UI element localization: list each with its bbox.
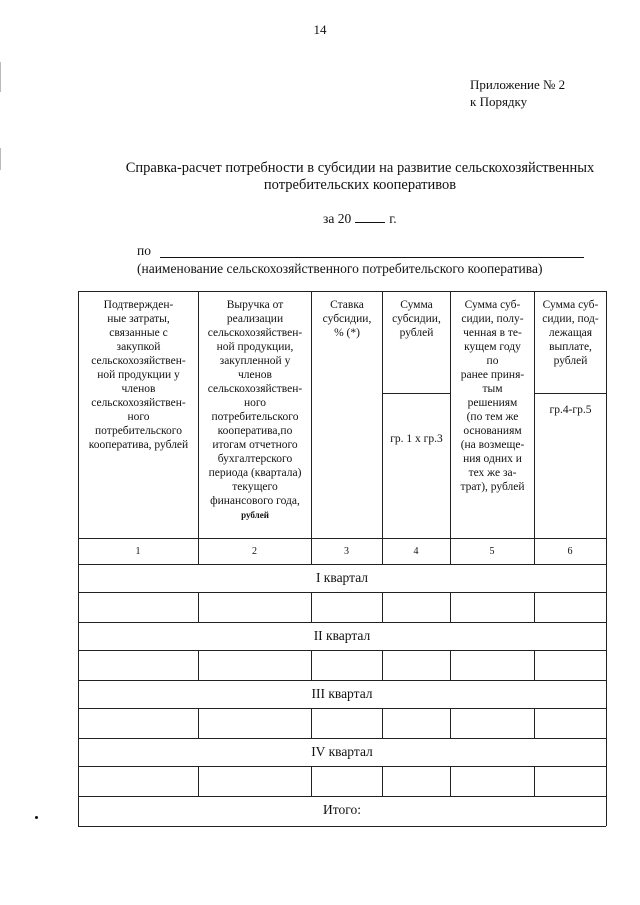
quarter-row-label: IV квартал	[311, 744, 373, 759]
table-rule	[78, 796, 606, 797]
recipient-caption: (наименование сельскохозяйственного потребительского кооператива)	[137, 261, 543, 276]
document-title	[90, 160, 630, 194]
table-rule	[311, 708, 312, 738]
period-suffix: г.	[389, 211, 397, 226]
column-number: 6	[567, 546, 573, 557]
quarter-row-label: I квартал	[315, 570, 369, 585]
period-prefix: за 20	[323, 211, 352, 226]
appendix-line-2: к Порядку	[470, 94, 528, 109]
scan-mark	[0, 148, 1, 170]
table-rule	[450, 592, 451, 622]
recipient-blank-line	[160, 257, 584, 258]
table-rule	[606, 291, 607, 826]
table-rule	[382, 766, 383, 796]
table-rule	[78, 291, 606, 292]
table-rule	[198, 650, 199, 680]
column-number: 5	[489, 546, 495, 557]
column-number: 1	[135, 546, 141, 557]
table-rule	[78, 622, 606, 623]
table-rule	[78, 680, 606, 681]
appendix-line-1: Приложение № 2	[470, 77, 566, 92]
header-revenue-unit: рублей	[241, 510, 269, 520]
page-number: 14	[313, 22, 327, 37]
header-received-subsidy: Сумма суб- сидии, полу- ченная в те- кущем году по ранее приня- тым решениям (по тем же основаниям (на возмеще- ния одних и тех же за- трат), рублей	[460, 299, 525, 493]
table-rule	[534, 393, 606, 394]
quarter-row-label: II квартал	[313, 628, 371, 643]
scan-dot	[35, 816, 38, 819]
quarter-row-label: III квартал	[311, 686, 373, 701]
table-rule	[78, 738, 606, 739]
table-rule	[78, 708, 606, 709]
header-payable-subsidy: Сумма суб- сидии, под- лежащая выплате, рублей	[542, 299, 599, 367]
table-rule	[78, 826, 606, 827]
year-blank	[355, 211, 385, 223]
reporting-year	[323, 211, 397, 227]
formula-col4: гр. 1 х гр.3	[390, 433, 443, 445]
column-number: 3	[344, 546, 349, 557]
table-rule	[382, 708, 383, 738]
table-rule	[311, 766, 312, 796]
header-confirmed-costs: Подтвержден- ные затраты, связанные с закупкой сельскохозяйствен- ной продукции у членов сельскохозяйствен- ного потребительского кооператива, рублей	[88, 299, 189, 451]
column-number: 4	[413, 546, 419, 557]
table-rule	[78, 564, 606, 565]
table-rule	[311, 650, 312, 680]
table-rule	[311, 592, 312, 622]
header-subsidy-rate: Ставка субсидии, % (*)	[322, 299, 372, 339]
header-revenue	[199, 298, 311, 522]
table-rule	[78, 766, 606, 767]
table-rule	[78, 592, 606, 593]
table-rule	[534, 650, 535, 680]
table-rule	[382, 393, 450, 394]
formula-col6: гр.4-гр.5	[549, 404, 592, 416]
table-rule	[534, 592, 535, 622]
table-rule	[198, 592, 199, 622]
table-rule	[78, 538, 606, 539]
table-rule	[450, 708, 451, 738]
table-rule	[382, 592, 383, 622]
header-revenue-text: Выручка от реализации сельскохозяйствен- ной продукции, закупленной у членов сельскохозяйствен- ного потребительского кооператива,по итогам отчетного бухгалтерского периода (квартала) текущего финансового года,	[207, 299, 303, 507]
total-row-label: Итого:	[323, 802, 361, 817]
table-rule	[198, 766, 199, 796]
title-line-1: Справка-расчет потребности в субсидии на развитие сельскохозяйственных	[125, 160, 595, 176]
table-rule	[450, 650, 451, 680]
table-rule	[534, 708, 535, 738]
table-rule	[198, 708, 199, 738]
appendix-block	[470, 76, 565, 110]
header-subsidy-amount: Сумма субсидии, рублей	[392, 299, 441, 339]
table-rule	[382, 650, 383, 680]
title-line-2: потребительских кооперативов	[263, 177, 457, 193]
column-number: 2	[252, 546, 257, 557]
recipient-label: по	[137, 243, 151, 258]
table-rule	[534, 766, 535, 796]
scan-mark	[0, 62, 1, 92]
table-rule	[450, 766, 451, 796]
table-rule	[78, 650, 606, 651]
